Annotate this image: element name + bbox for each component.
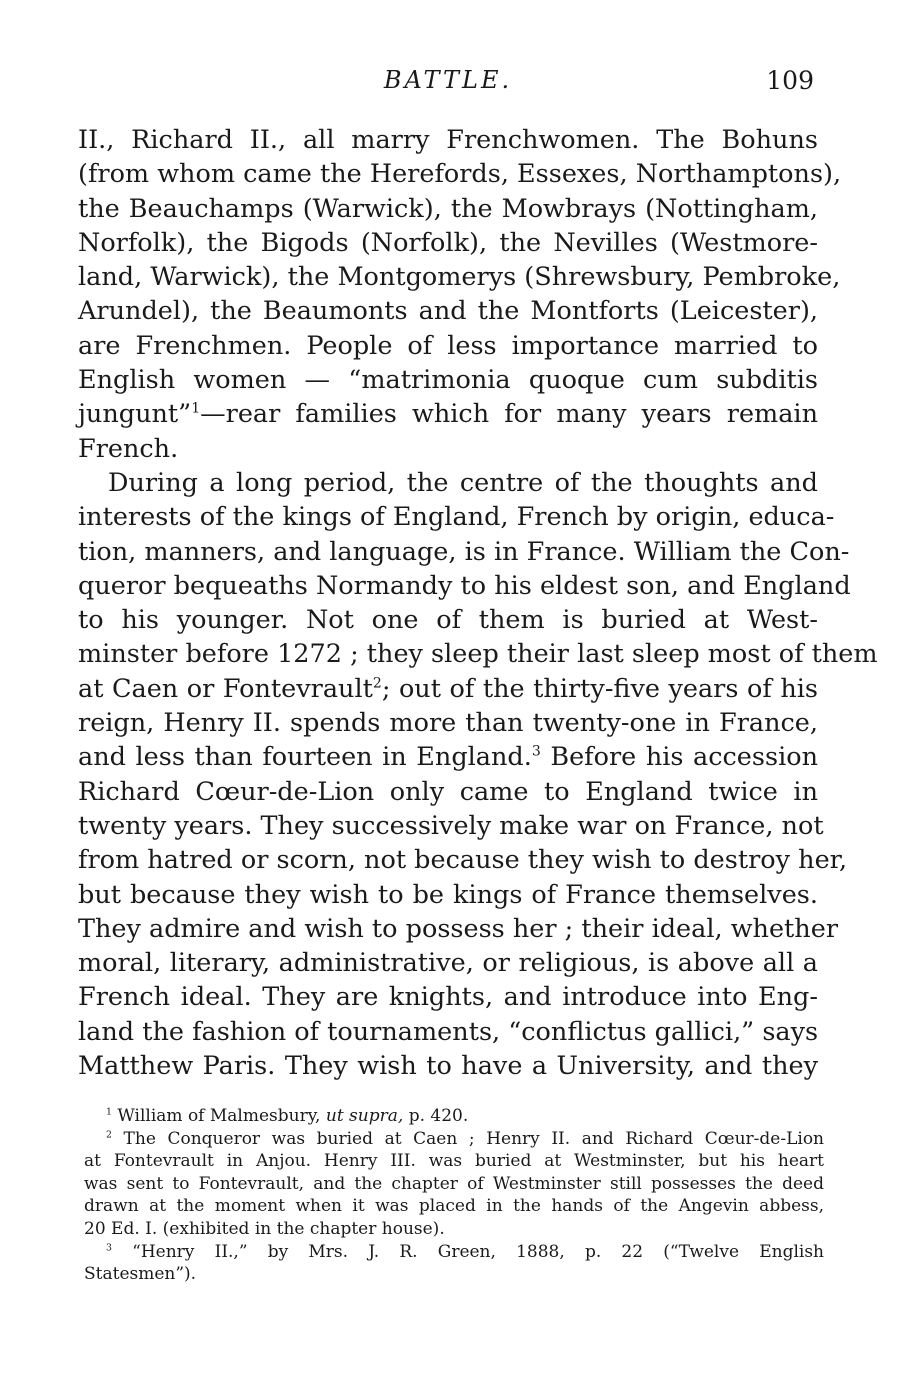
footnote-3 [84, 1241, 824, 1264]
footnote-2 [84, 1128, 824, 1151]
paragraph-start: During a long period, the centre of the thoughts and [108, 467, 818, 498]
text-line: Matthew Paris. They wish to have a University, and they [78, 1051, 818, 1082]
footnote-italic: ut supra, [325, 1106, 404, 1126]
footnotes [84, 1105, 824, 1286]
text-line: minster before 1272 ; they sleep their last sleep most of them [78, 639, 878, 670]
text-fragment: and less than fourteen in England. [78, 742, 532, 773]
footnote-ref-3: 3 [531, 743, 541, 760]
footnote-line: drawn at the moment when it was placed in the hands of the Angevin abbess, [84, 1196, 824, 1217]
text-line: twenty years. They successively make war on France, not [78, 810, 824, 841]
text-fragment: Before his accession [540, 742, 818, 773]
text-line: reign, Henry II. spends more than twenty-one in France, [78, 708, 818, 739]
footnote-text: p. 420. [408, 1106, 469, 1126]
page-header [78, 62, 818, 102]
text-line: (from whom came the Herefords, Essexes, Northamptons), [78, 159, 842, 190]
text-line: Arundel), the Beaumonts and the Montforts (Leicester), [78, 296, 818, 327]
footnote-marker: 2 [106, 1128, 112, 1140]
footnote-line: at Fontevrault in Anjou. Henry III. was buried at Westminster, but his heart [84, 1151, 824, 1172]
footnote-marker: 3 [106, 1241, 112, 1253]
text-line: queror bequeaths Normandy to his eldest son, and England [78, 570, 851, 601]
footnote-ref-1: 1 [191, 400, 201, 417]
text-fragment: jungunt” [78, 399, 192, 430]
text-line: but because they wish to be kings of France themselves. [78, 879, 818, 910]
text-line: Norfolk), the Bigods (Norfolk), the Nevilles (Westmore- [78, 227, 818, 258]
text-fragment: —rear families which for many years remain [200, 399, 818, 430]
text-line: They admire and wish to possess her ; their ideal, whether [78, 913, 839, 944]
text-line: French. [78, 433, 179, 464]
text-line: moral, literary, administrative, or religious, is above all a [78, 948, 818, 979]
footnote-ref-2: 2 [372, 675, 382, 692]
running-head: BATTLE. [383, 66, 513, 94]
text-line [78, 397, 818, 431]
footnote-marker: 1 [106, 1106, 112, 1118]
text-line: the Beauchamps (Warwick), the Mowbrays (Nottingham, [78, 193, 818, 224]
text-line: land the fashion of tournaments, “conflictus gallici,” says [78, 1016, 819, 1047]
text-fragment: at Caen or Fontevrault [78, 673, 373, 704]
footnote-line: Statesmen”). [84, 1264, 197, 1285]
text-fragment: ; out of the thirty-five years of his [381, 673, 818, 704]
text-line: land, Warwick), the Montgomerys (Shrewsbury, Pembroke, [78, 262, 841, 293]
footnote-text: The Conqueror was buried at Caen ; Henry II. and Richard Cœur-de-Lion [123, 1128, 824, 1149]
text-line: are Frenchmen. People of less importance married to [78, 330, 818, 361]
text-line: interests of the kings of England, French by origin, educa- [78, 502, 835, 533]
footnote-line: was sent to Fontevrault, and the chapter of Westminster still possesses the deed [84, 1173, 824, 1194]
text-line: to his younger. Not one of them is buried at West- [78, 605, 818, 636]
text-line: Richard Cœur-de-Lion only came to England twice in [78, 776, 818, 807]
page-number: 109 [766, 66, 814, 95]
footnote-text: William of Malmesbury, [117, 1106, 321, 1126]
text-line: tion, manners, and language, is in France. William the Con- [78, 536, 850, 567]
text-line: from hatred or scorn, not because they wish to destroy her, [78, 845, 848, 876]
text-line [78, 672, 818, 706]
text-line [78, 740, 818, 774]
body-text [78, 123, 878, 1083]
footnote-line: 20 Ed. I. (exhibited in the chapter house). [84, 1218, 445, 1239]
text-line: English women — “matrimonia quoque cum subditis [78, 365, 818, 396]
footnote-text: “Henry II.,” by Mrs. J. R. Green, 1888, p. 22 (“Twelve English [132, 1241, 825, 1262]
text-line: French ideal. They are knights, and introduce into Eng- [78, 982, 818, 1013]
text-line: II., Richard II., all marry Frenchwomen. The Bohuns [78, 125, 818, 155]
footnote-1 [84, 1105, 824, 1128]
